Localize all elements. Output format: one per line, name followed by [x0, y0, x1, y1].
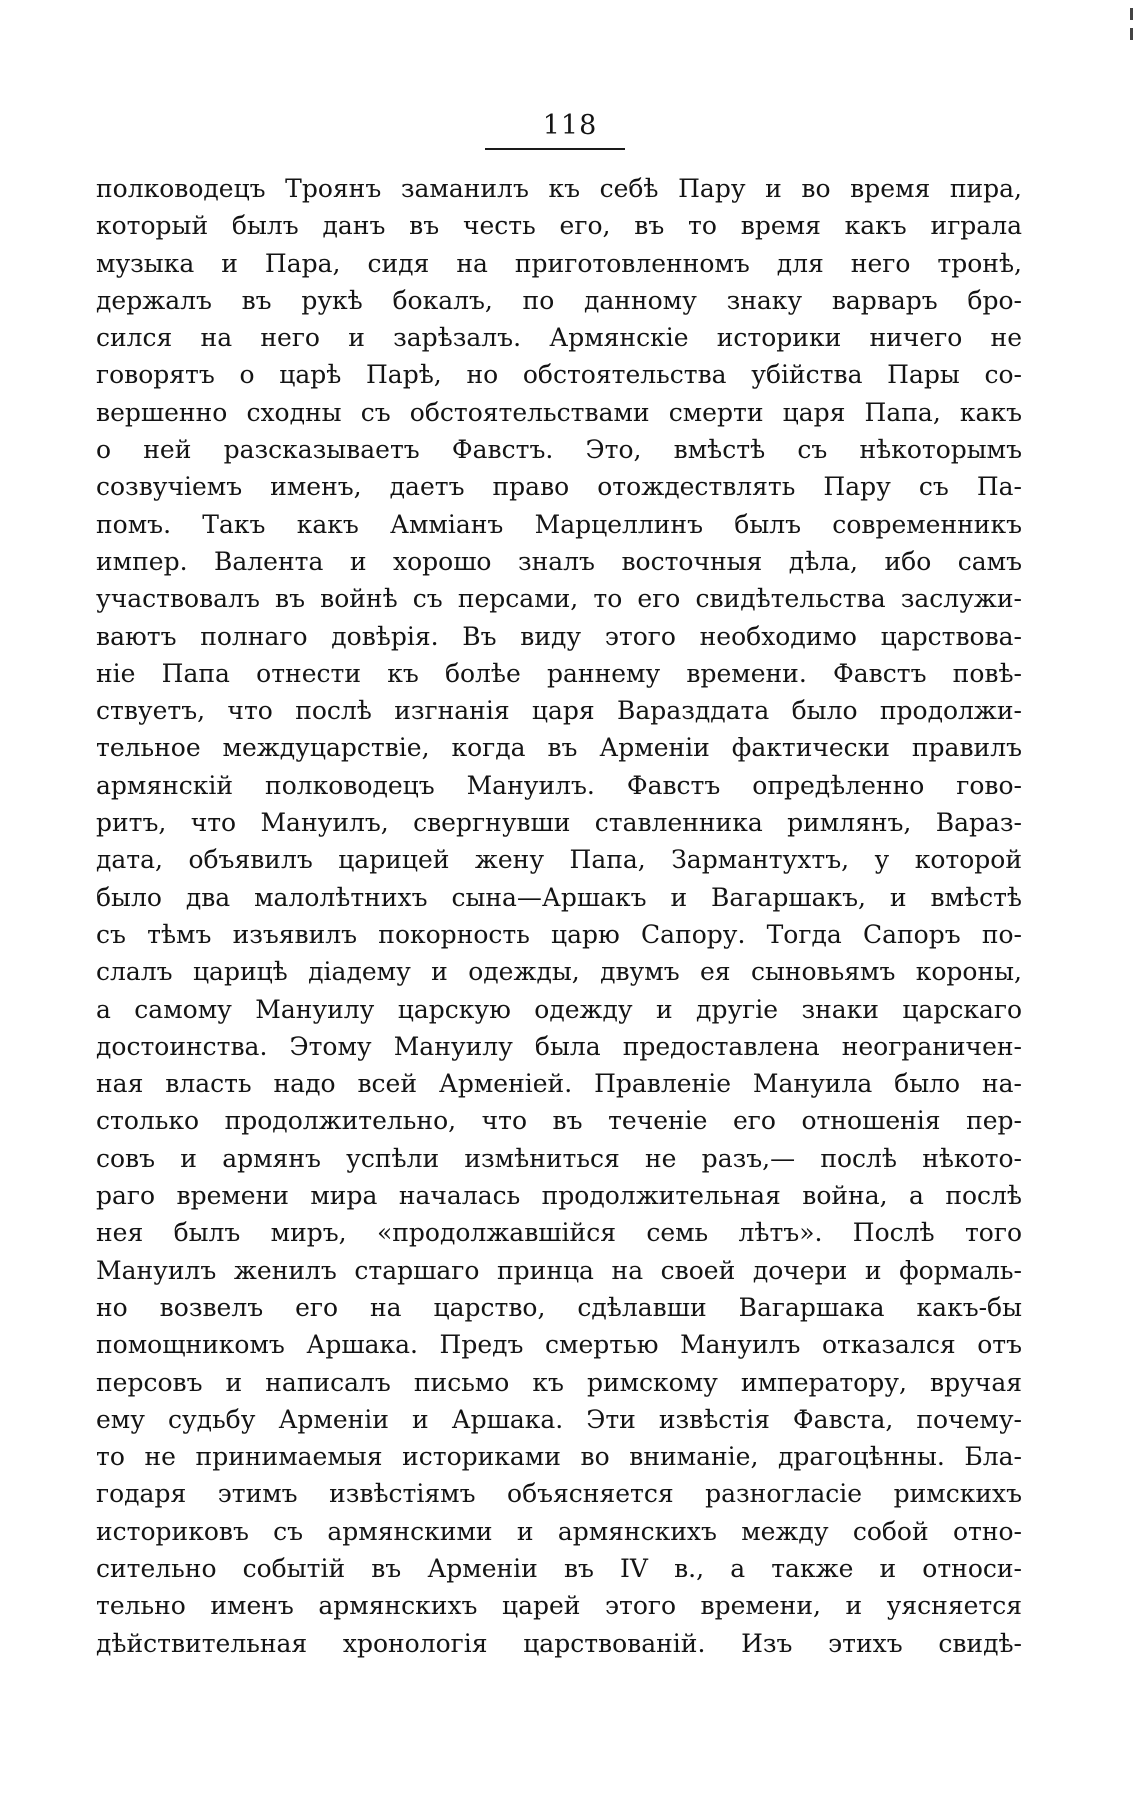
text-line: дѣйствительная хронологія царствованій. Изъ этихъ свидѣ-	[96, 1628, 1022, 1658]
text-line: съ тѣмъ изъявилъ покорность царю Сапору. Тогда Сапоръ по-	[96, 919, 1022, 949]
text-line: но возвелъ его на царство, сдѣлавши Вагаршака какъ-бы	[96, 1292, 1022, 1322]
text-line: дата, объявилъ царицей жену Папа, Зармантухтъ, у которой	[96, 845, 1022, 875]
text-line: сительно событій въ Арменіи въ IV в., а также и относи-	[96, 1553, 1022, 1583]
text-line: участвовалъ въ войнѣ съ персами, то его свидѣтельства заслужи-	[96, 584, 1022, 614]
page-number: 118	[542, 110, 598, 141]
text-line: персовъ и написалъ письмо къ римскому императору, вручая	[96, 1367, 1022, 1397]
text-line: полководецъ Троянъ заманилъ къ себѣ Пару и во время пира,	[96, 174, 1022, 203]
text-line: ваютъ полнаго довѣрія. Въ виду этого необходимо царствова-	[96, 621, 1022, 651]
text-line: слалъ царицѣ діадему и одежды, двумъ ея сыновьямъ короны,	[96, 957, 1022, 987]
page-number-rule	[485, 148, 625, 150]
text-line: ритъ, что Мануилъ, свергнувши ставленника римлянъ, Вараз-	[96, 808, 1022, 838]
binding-mark	[1130, 28, 1133, 40]
text-line: музыка и Пара, сидя на приготовленномъ для него тронѣ,	[96, 248, 1022, 278]
text-line: говорятъ о царѣ Парѣ, но обстоятельства убійства Пары со-	[96, 360, 1022, 390]
text-line: который былъ данъ въ честь его, въ то время какъ играла	[96, 211, 1022, 241]
text-line: ніе Папа отнести къ болѣе раннему времени. Фавстъ повѣ-	[96, 658, 1022, 688]
text-line: импер. Валента и хорошо зналъ восточныя дѣла, ибо самъ	[96, 546, 1022, 576]
text-line: историковъ съ армянскими и армянскихъ между собой отно-	[96, 1516, 1022, 1546]
text-line: тельно именъ армянскихъ царей этого времени, и уясняется	[96, 1591, 1022, 1621]
text-line: созвучіемъ именъ, даетъ право отождествлять Пару съ Па-	[96, 472, 1022, 502]
text-line: столько продолжительно, что въ теченіе его отношенія пер-	[96, 1106, 1022, 1136]
text-line: помощникомъ Аршака. Предъ смертью Мануилъ отказался отъ	[96, 1330, 1022, 1360]
text-line: армянскій полководецъ Мануилъ. Фавстъ опредѣленно гово-	[96, 770, 1022, 800]
text-line: ная власть надо всей Арменіей. Правленіе Мануила было на-	[96, 1069, 1022, 1099]
binding-mark	[1130, 8, 1133, 20]
text-line: ему судьбу Арменіи и Аршака. Эти извѣстія Фавста, почему-	[96, 1404, 1022, 1434]
text-line: то не принимаемыя историками во вниманіе, драгоцѣнны. Бла-	[96, 1442, 1022, 1472]
text-line: сился на него и зарѣзалъ. Армянскіе историки ничего не	[96, 323, 1022, 353]
text-line: нея былъ миръ, «продолжавшійся семь лѣтъ». Послѣ того	[96, 1218, 1022, 1248]
text-line: о ней разсказываетъ Фавстъ. Это, вмѣстѣ съ нѣкоторымъ	[96, 435, 1022, 465]
binding-edge-marks	[1126, 0, 1136, 60]
text-line: ствуетъ, что послѣ изгнанія царя Варазддата было продолжи-	[96, 696, 1022, 726]
text-line: вершенно сходны съ обстоятельствами смерти царя Папа, какъ	[96, 397, 1022, 427]
text-line: а самому Мануилу царскую одежду и другіе знаки царскаго	[96, 994, 1022, 1024]
text-line: помъ. Такъ какъ Амміанъ Марцеллинъ былъ современникъ	[96, 509, 1022, 539]
text-line: совъ и армянъ успѣли измѣниться не разъ,— послѣ нѣкото-	[96, 1143, 1022, 1173]
text-line: годаря этимъ извѣстіямъ объясняется разногласіе римскихъ	[96, 1479, 1022, 1509]
text-line: Мануилъ женилъ старшаго принца на своей дочери и формаль-	[96, 1255, 1022, 1285]
text-line: тельное междуцарствіе, когда въ Арменіи фактически правилъ	[96, 733, 1022, 763]
body-text	[96, 170, 1022, 1662]
text-line: было два малолѣтнихъ сына—Аршакъ и Вагаршакъ, и вмѣстѣ	[96, 882, 1022, 912]
text-line: достоинства. Этому Мануилу была предоставлена неограничен-	[96, 1031, 1022, 1061]
text-line: держалъ въ рукѣ бокалъ, по данному знаку варваръ бро-	[96, 285, 1022, 315]
text-line: раго времени мира началась продолжительная война, а послѣ	[96, 1181, 1022, 1211]
